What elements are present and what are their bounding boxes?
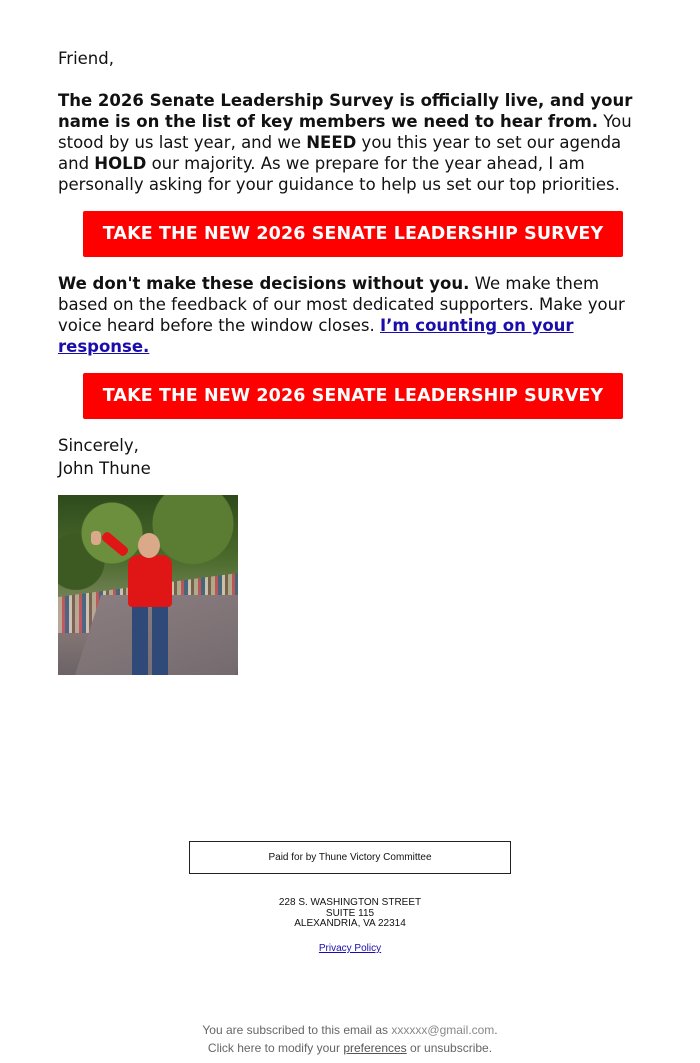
senator-waving-photo bbox=[58, 495, 238, 675]
cta-container-1 bbox=[58, 211, 648, 257]
take-survey-button-2[interactable]: TAKE THE NEW 2026 SENATE LEADERSHIP SURVEY bbox=[83, 373, 623, 419]
preferences-link[interactable]: preferences bbox=[343, 1041, 407, 1055]
signature-name: John Thune bbox=[58, 459, 151, 478]
greeting: Friend, bbox=[58, 49, 114, 68]
subscriber-email: xxxxxx@gmail.com bbox=[391, 1023, 495, 1037]
intro-bold-text: The 2026 Senate Leadership Survey is officially live, and your name is on the list of key members we need to hear from. bbox=[58, 91, 633, 131]
take-survey-button[interactable]: TAKE THE NEW 2026 SENATE LEADERSHIP SURVEY bbox=[83, 211, 623, 257]
signoff: Sincerely, bbox=[58, 436, 139, 455]
counting-on-response-link[interactable]: I’m counting on your response. bbox=[58, 316, 574, 356]
intro-paragraph: The 2026 Senate Leadership Survey is officially live, and your name is on the list of key members we need to hear from. You stood by us last year, and we NEED you this year to set our agenda and HOLD our majority. As we prepare for the year ahead, I am personally asking for your guidance to help us set our top priorities. bbox=[58, 91, 633, 194]
mailing-address: 228 S. WASHINGTON STREET SUITE 115 ALEXANDRIA, VA 22314 bbox=[278, 897, 422, 929]
email-body bbox=[58, 48, 648, 675]
privacy-policy-link[interactable]: Privacy Policy bbox=[318, 943, 382, 954]
decisions-paragraph: We don't make these decisions without you. We make them based on the feedback of our most dedicated supporters. Make your voice heard before the window closes. I’m counting on your response. bbox=[58, 274, 625, 356]
cta-container-2 bbox=[58, 373, 648, 419]
privacy-policy-container bbox=[0, 943, 700, 954]
paid-for-disclaimer: Paid for by Thune Victory Committee bbox=[189, 841, 511, 874]
subscription-notice: You are subscribed to this email as xxxxxx@gmail.com. Click here to modify your preferences or unsubscribe. bbox=[202, 1023, 498, 1055]
